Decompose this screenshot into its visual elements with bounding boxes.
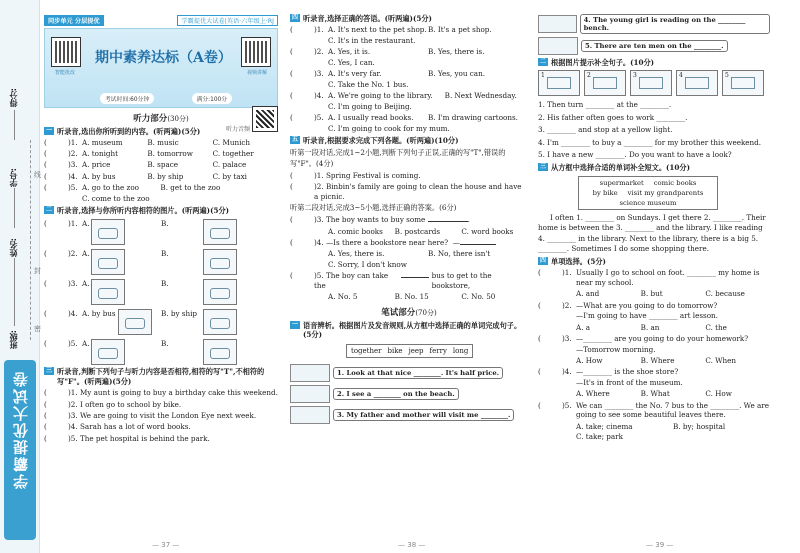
subway-picture <box>203 219 237 245</box>
cut-line <box>30 140 31 340</box>
binding-spine <box>0 0 40 553</box>
phonics-item: 1. Look at that nice ________. It's half price. <box>290 364 528 382</box>
section-3-heading: 三 听录音,判断下列句子与听力内容是否相符,相符的写"T",不相符的写"F"。(听两遍)(5分) <box>46 367 265 386</box>
listening-score: (30分) <box>167 115 189 123</box>
phonics-item: 3. My father and mother will visit me ________. <box>290 406 528 424</box>
class-field-line <box>14 300 15 326</box>
audio-qr-note: 听力音频 <box>225 126 250 133</box>
true-false-item: ( )5. The pet hospital is behind the park. <box>44 433 210 443</box>
picture-question: ( )5. A. <box>44 339 161 365</box>
page-number-37: — 37 — <box>152 541 180 549</box>
section-7-heading: 二 根据图片提示补全句子。(10分) <box>540 57 655 67</box>
listening-title: 听力部分 <box>133 114 168 124</box>
qr-caption-video: 视频讲解 <box>246 70 267 76</box>
hospital-picture <box>203 279 237 305</box>
dictionary-picture <box>91 249 125 275</box>
section-2-heading: 二 听录音,选择与你所听内容相符的图片。(听两遍)(5分) <box>46 206 230 215</box>
cut-word-feng: 封 <box>34 267 41 275</box>
reading-picture <box>203 339 237 365</box>
student-number-line <box>14 188 15 228</box>
picture-question: ( )1. A. <box>44 219 161 245</box>
picture-choice-grid: ( )1. A. B. ( )2. A. B. ( )3. A. B. ( )4. A. by bus B. by ship ( )5. A. B. <box>44 219 278 365</box>
turn-sign-picture <box>203 309 237 335</box>
brand-logo <box>4 360 36 540</box>
family-picture <box>290 406 330 424</box>
brand-text: 学霸提优大试卷 <box>11 370 30 489</box>
car-picture <box>91 219 125 245</box>
phrase-bank: supermarket comic books by bike visit my grandparents science museum <box>578 176 718 210</box>
qr-code-grading[interactable] <box>51 37 81 67</box>
cut-word-mi: 密 <box>34 325 41 333</box>
page-number-38: — 38 — <box>398 541 426 549</box>
section-8-heading: 三 从方框中选择合适的单词补全短文。(10分) <box>540 162 691 172</box>
qr-caption-grading: 智能批改 <box>54 70 75 76</box>
map-picture <box>91 279 125 305</box>
section-number: 一 <box>46 126 53 134</box>
score-field-label: 得分: <box>9 88 18 108</box>
bench-picture <box>538 15 577 33</box>
cloze-passage: I often 1. ________ on Sundays. I get there 2. ________. Their home is between the 3. ________ and the library. I like reading 4. ________ in the library. Next to the library, there is a big 5. ________. Sometimes I do some shopping there. <box>538 212 766 253</box>
picture-question: ( )3. A. <box>44 279 161 305</box>
book-picture: 4 <box>676 70 718 96</box>
picture-prompts <box>538 70 770 96</box>
jeep-picture <box>290 385 330 403</box>
series-label: 学霸提优大试卷|英语·六年级上·RJ <box>177 15 278 26</box>
page-38: 四 听录音,选择正确的答语。(听两遍)(5分) ( )1. A. It's next to the pet shop. B. It's a pet shop. C. It's in the restaurant. ( )2. A. Yes, it is. B. Yes, there is. C. Yes, I can. ( )3. A. It's very far. B. Yes, you can. C. Take the No. 1 bus. ( )4. A. We're going to the library. B. Next Wednesday. C. I'm going to Beijing. ( )5. A. I usually read books. B. I'm drawing cartoons. C. I'm going to cook for my mum. 五 听录音,根据要求完成下列各题。(听两遍)(10分) 听第一段对话,完成1~2小题,判断下列句子正误,正确的写"T",错误的写"F"。(4分) ( )1. Spring Festival is coming. ( )2. Binbin's family are going to clean the house and have a picnic. 听第二段对话,完成3~5小题,选择正确的答案。(6分) ( )3. The boy wants to buy some . A. comic books B. postcards C. word books ( )4. —Is there a bookstore near here? — A. Yes, there is. B. No, there isn't C. Sorry, I don't know ( )5. The boy can take the bus to get to the bookstore, A. No. 5 B. No. 15 C. No. 50 笔试部分(70分) 一 语音辨析。根据图片及发音规则,从方框中选择正确的单词完成句子。(5分) together bike jeep ferry long 1. Look at that nice ________. It's half price. 2. I see a ________ on the beach. 3. My father and mother will visit me ________. <box>290 14 528 424</box>
qr-code-video[interactable] <box>241 37 271 67</box>
word-bank: together bike jeep ferry long <box>346 344 473 358</box>
exam-title: 期中素养达标（A卷） <box>95 50 232 66</box>
question-row: ( )3. A. price B. space C. palace <box>44 160 247 170</box>
question-row: ( )5. A. go to the zoo B. get to the zoo <box>44 183 221 193</box>
question-row: ( )4. A. by bus B. by ship C. by taxi <box>44 171 247 181</box>
student-number-field-label: 学号: <box>9 168 18 188</box>
picture-question: ( )4. A. by bus <box>44 309 161 335</box>
kite-picture: 5 <box>722 70 764 96</box>
section-6-heading: 一 语音辨析。根据图片及发音规则,从方框中选择正确的单词完成句子。(5分) <box>292 320 522 340</box>
true-false-item: ( )1. My aunt is going to buy a birthday cake this weekend. <box>44 388 278 398</box>
section-4-heading: 四 听录音,选择正确的答语。(听两遍)(5分) <box>292 14 432 23</box>
page-37: 同步单元 分层提优 学霸提优大试卷|英语·六年级上·RJ 智能批改 期中素养达标（A卷） 视频讲解 考试时间:60分钟 满分:100分 听力部分(30分) 听力音频 一 听录音,选出你所听到的内容。(听两遍)(5分) ( )1. A. museum B. music C. Munich ( )2. A. tonight B. tomorrow C. together ( )3. A. price B. space C. palace ( )4. A. by bus B. by ship C. by taxi ( )5. A. go to the zoo B. get to the zoo C. come to the zoo 二 听录音,选择与你所听内容相符的图片。(听两遍)(5分) ( )1. A. B. ( )2. A. B. ( )3. A. B. ( )4. A. by bus B. by ship ( )5. A. B. 三 听录音,判断下列句子与听力内容是否相符,相符的写"T",不相符的写"F"。(听两遍)(5分) ( )1. My aunt is going to buy a birthday cake this weekend. ( )2. I often go to school by bike. ( )3. We are going to visit the London Eye next week. ( )4. Sarah has a lot of word books. ( )5. The pet hospital is behind the park. <box>44 14 278 443</box>
writing-heading: 笔试部分(70分) <box>381 308 437 319</box>
qr-code-audio[interactable] <box>252 106 278 132</box>
traffic-light-picture: 3 <box>630 70 672 96</box>
section-9-heading: 四 单项选择。(5分) <box>540 256 606 266</box>
score-field-line <box>14 110 15 140</box>
exam-time: 考试时间:60分钟 <box>100 93 154 104</box>
walk-picture: 2 <box>584 70 626 96</box>
crossing-picture: 1 <box>538 70 580 96</box>
unit-tag: 同步单元 分层提优 <box>44 15 104 26</box>
class-field-label: 班级: <box>9 330 18 350</box>
cut-word-xian: 线 <box>34 171 41 179</box>
page-39: 4. The young girl is reading on the ________ bench. 5. There are ten men on the ________. 二 根据图片提示补全句子。(10分) 1 2 3 4 5 1. Then turn ________ at the ________. 2. His father often goes to work ________. 3. ________ and stop at a yellow light. 4. I'm ________ to buy a ________ for my brother this weekend. 5. I have a new ________. Do you want to have a look? 三 从方框中选择合适的单词补全短文。(10分) supermarket comic books by bike visit my grandparents science museum I often 1. ________ on Sundays. I get there 2. ________. Their home is between the 3. ________ and the library. I like reading 4. ________ in the library. Next to the library, there is a big 5. ________. Sometimes I do some shopping there. 四 单项选择。(5分) ( )1. Usually I go to school on foot. ________ my home is near my school. A. and B. but C. because ( )2. —What are you going to do tomorrow? —I'm going to have ________ art lesson. A. a B. an C. the ( )3. —________ are you going to do your homework? —Tomorrow morning. A. How B. Where C. When ( )4. —________ is the shoe store? —It's in front of the museum. A. Where B. What C. How ( )5. We can ________ the No. 7 bus to the ________. We are going to see some beautiful leaves there. A. take; cinema B. by; hospital C. take; park <box>538 16 769 442</box>
bookshelf-picture <box>203 249 237 275</box>
ferry-picture <box>538 37 578 55</box>
page-header <box>44 14 278 26</box>
true-false-item: ( )4. Sarah has a lot of word books. <box>44 422 191 432</box>
question-row: ( )1. A. museum B. music C. Munich <box>44 137 251 147</box>
phonics-item: 2. I see a ________ on the beach. <box>290 385 528 403</box>
true-false-item: ( )3. We are going to visit the London Eye next week. <box>44 410 257 420</box>
title-banner <box>44 28 278 108</box>
no-entry-sign-picture <box>118 309 152 335</box>
page-number-39: — 39 — <box>646 541 674 549</box>
exam-meta <box>100 93 232 104</box>
question-row: ( )2. A. tonight B. tomorrow C. together <box>44 149 254 159</box>
bike-picture <box>290 364 330 382</box>
name-field-label: 姓名: <box>9 238 18 258</box>
true-false-item: ( )2. I often go to school by bike. <box>44 399 182 409</box>
picture-question: ( )2. A. <box>44 249 161 275</box>
exam-full-score: 满分:100分 <box>192 93 232 104</box>
cinema-picture <box>91 339 125 365</box>
section-instruction: 听录音,选出你所听到的内容。(听两遍)(5分) <box>57 126 201 136</box>
section-5-heading: 五 听录音,根据要求完成下列各题。(听两遍)(10分) <box>292 136 459 146</box>
